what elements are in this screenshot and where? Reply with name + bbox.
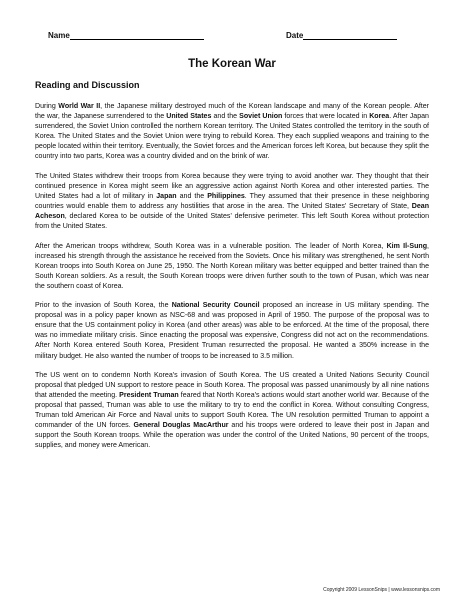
text-run: , declared Korea to be outside of the United States' defensive perimeter. This left South Korea without protection from the United States. [35, 212, 429, 231]
date-line [303, 30, 397, 40]
page-title: The Korean War [188, 58, 276, 70]
name-line [70, 30, 204, 40]
paragraph [35, 102, 429, 162]
bold-term: Japan [156, 192, 177, 200]
name-date-header [48, 30, 428, 44]
text-run: , the Japanese military destroyed much of the Korean landscape and many of the Korean people. After the war, the Japanese surrendered to the [35, 103, 430, 121]
bold-term: Soviet Union [239, 113, 283, 121]
text-run: Prior to the invasion of South Korea, the [35, 302, 172, 310]
bold-term: Korea [369, 113, 390, 121]
paragraph [35, 371, 429, 451]
bold-term: World War II [58, 103, 101, 110]
text-run: The United States withdrew their troops from Korea because they were trying to avoid another war. They thought that their continued presence in Korea might seem like an aggressive action against North Korea and other interested parties. The United States had a lot of military in [35, 172, 429, 200]
copyright-footer: Copyright 2009 LessonSnips | www.lessonsnips.com [323, 587, 440, 593]
text-run: and the [211, 113, 240, 121]
date-label: Date [286, 31, 304, 40]
text-run: and the [176, 192, 208, 200]
paragraph [35, 301, 429, 361]
text-run: . After Japan surrendered, the Soviet Union controlled the northern Korean territory. The United States controlled the territory in the south of Korea. The United States and the Soviet Union were trying to rebuild Korea. They each supplied weapons and training to the people located within their territory. Eventually, the Soviet forces and the American forces left Korea, but because they split the country into two parts, Korea was a country divided and on the brink of war. [35, 113, 429, 161]
name-label: Name [48, 31, 70, 40]
bold-term: Dean Acheson [35, 202, 429, 220]
text-run: . They assumed that their presence in these neighboring countries would enable them to address any hostilities that arose in the area. The United States' Secretary of State, [35, 192, 429, 210]
text-run: forces that were located in [282, 113, 370, 121]
text-run: and his troops were ordered to leave their post in Japan and support the South Korean troops. While the operation was under the control of the United Nations, 90 percent of the troops, supplies, and money were American. [35, 422, 430, 450]
name-field[interactable] [48, 30, 204, 40]
reading-passage [35, 102, 429, 461]
text-run: After the American troops withdrew, South Korea was in a vulnerable position. The leader of North Korea, [35, 242, 387, 250]
bold-term: Philippines [207, 192, 245, 200]
text-run: proposed an increase in US military spending. The proposal was in a policy paper known as NSC-68 and was proposed in April of 1950. The purpose of the proposal was to ensure that the US containment policy in Korea (and other areas) was able to be enforced. At the time of the proposal, there was no immediate military crisis. Since enacting the proposal was expensive, Congress did not act on the recommendations. After North Korea entered South Korea, President Truman resurrected the proposal. He wanted a 350% increase in the military budget. He also wanted the number of troops to be increased to 3.5 million. [35, 302, 430, 360]
text-run: During [35, 103, 59, 110]
bold-term: President Truman [119, 392, 179, 400]
bold-term: General Douglas MacArthur [133, 422, 229, 430]
text-run: The US went on to condemn North Korea's invasion of South Korea. The US created a United Nations Security Council proposal that pledged UN support to restore peace in South Korea. The proposal was passed unanimously by all nine nations that attended the meeting. [35, 372, 429, 400]
section-heading: Reading and Discussion [35, 80, 140, 90]
date-field[interactable] [286, 30, 397, 40]
paragraph [35, 172, 429, 232]
bold-term: Kim Il-Sung [386, 242, 428, 250]
text-run: , increased his strength through the assistance he received from the Soviets. Once his military was strengthened, he sent North Korean troops into South Korea on June 25, 1950. The North Korean military was better equipped and better trained than the South Korean soldiers. As a result, the South Korean troops were driven further south to the town of Pusan, which was near the southern coast of Korea. [35, 242, 429, 290]
bold-term: National Security Council [171, 302, 260, 310]
paragraph [35, 242, 429, 292]
bold-term: United States [166, 113, 212, 121]
text-run: feared that North Korea's actions would start another world war. Because of the proposal that passed, Truman was able to use the military to try to end the conflict in Korea. Without consulting Congress, Truman told American Air Force and Naval units to support South Korea. The UN resolution permitted Truman to appoint a commander of the UN forces. [35, 392, 429, 430]
